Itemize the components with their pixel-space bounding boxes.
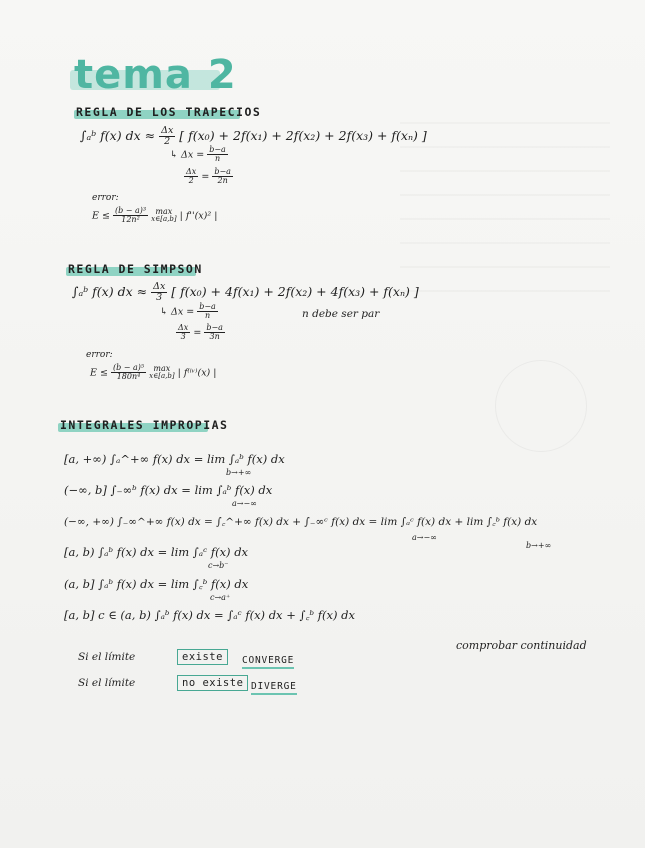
trapecios-half: [184, 168, 233, 186]
fraction: [204, 324, 225, 342]
trapecios-dx: [170, 146, 228, 164]
den: 3n: [209, 332, 220, 342]
num: Δx: [161, 125, 174, 136]
num: Δx: [153, 281, 166, 292]
improper-row: (−∞, +∞) ∫₋∞^+∞ f(x) dx = ∫꜀^+∞ f(x) dx + ∫₋∞ᶜ f(x) dx = lim ∫ₐᶜ f(x) dx + lim ∫꜀ᵇ f(x) dx: [64, 516, 538, 528]
num: b−a: [199, 302, 216, 311]
simpson-dx: [160, 303, 218, 321]
improper-row: [a, +∞) ∫ₐ^+∞ f(x) dx = lim ∫ₐᵇ f(x) dx: [64, 452, 285, 466]
den: 2n: [217, 176, 228, 186]
integral: ∫ₐᵇ f(x) dx ≈: [72, 283, 148, 299]
no-existe-box: no existe: [177, 675, 248, 691]
section-heading-simpson: REGLA DE SIMPSON: [68, 262, 203, 276]
den: 3: [180, 332, 186, 342]
num: Δx: [186, 167, 197, 176]
fraction: [197, 303, 218, 321]
condition-lead: Si el límite: [78, 677, 136, 689]
fraction: [151, 282, 167, 303]
den: 180n⁴: [116, 372, 141, 382]
num: b−a: [206, 323, 223, 332]
num: b−a: [214, 167, 231, 176]
lim-sub: c→b⁻: [208, 561, 229, 570]
dx-lead: ↳ Δx =: [160, 306, 195, 318]
simpson-note: n debe ser par: [302, 308, 380, 320]
simpson-formula: [72, 282, 419, 303]
condition-lead: Si el límite: [78, 651, 136, 663]
converge-label: CONVERGE: [242, 655, 294, 669]
num: (b − a)⁵: [112, 363, 145, 372]
num: b−a: [209, 145, 226, 154]
bracket-sum: [ f(x₀) + 4f(x₁) + 2f(x₂) + 4f(x₃) + f(xₙ) ]: [171, 283, 419, 299]
equals: =: [201, 171, 210, 183]
existe-box: existe: [177, 649, 228, 665]
err-lead: E ≤: [90, 367, 108, 379]
improper-row: (−∞, b] ∫₋∞ᵇ f(x) dx = lim ∫ₐᵇ f(x) dx: [64, 483, 273, 497]
improper-row: [a, b] c ∈ (a, b) ∫ₐᵇ f(x) dx = ∫ₐᶜ f(x) dx + ∫꜀ᵇ f(x) dx: [64, 608, 355, 622]
max: max: [155, 207, 173, 217]
dx-lead: ↳ Δx =: [170, 149, 205, 161]
fraction: [113, 207, 148, 225]
error-label: error:: [86, 350, 113, 360]
improper-row: [a, b) ∫ₐᵇ f(x) dx = lim ∫ₐᶜ f(x) dx: [64, 545, 249, 559]
lim-sub: a→−∞: [412, 533, 437, 542]
den: 12n²: [121, 215, 140, 225]
fraction: [159, 126, 175, 147]
error-label: error:: [92, 193, 119, 203]
continuity-note: comprobar continuidad: [456, 639, 587, 652]
den: 2: [164, 135, 171, 147]
num: Δx: [178, 323, 189, 332]
section-heading-trapecios: REGLA DE LOS TRAPECIOS: [76, 105, 262, 119]
den: n: [214, 154, 221, 164]
den: 3: [156, 291, 163, 303]
improper-row: (a, b] ∫ₐᵇ f(x) dx = lim ∫꜀ᵇ f(x) dx: [64, 577, 249, 591]
integral: ∫ₐᵇ f(x) dx ≈: [80, 127, 156, 143]
err-lead: E ≤: [92, 210, 110, 222]
fraction: [184, 168, 198, 186]
bleed-through-sketch: [495, 360, 587, 452]
num: (b − a)³: [114, 206, 147, 215]
err-tail: | f⁽ⁱᵛ⁾(x) |: [177, 367, 217, 379]
lim-sub: b→+∞: [226, 468, 252, 477]
max: max: [153, 364, 171, 374]
bracket-sum: [ f(x₀) + 2f(x₁) + 2f(x₂) + 2f(x₃) + f(xₙ) ]: [179, 127, 427, 143]
den: 2: [188, 176, 194, 186]
diverge-label: DIVERGE: [251, 681, 297, 695]
page-title: tema 2: [74, 52, 237, 98]
simpson-third: [176, 324, 225, 342]
fraction: [212, 168, 233, 186]
fraction: [111, 364, 146, 382]
simpson-error: [90, 364, 217, 382]
err-tail: | f''(x)² |: [179, 210, 218, 222]
equals: =: [193, 327, 202, 339]
lim-sub: b→+∞: [526, 541, 552, 550]
fraction: [207, 146, 228, 164]
lim-sub: c→a⁺: [210, 593, 231, 602]
max-operator: [149, 365, 174, 381]
trapecios-error: [92, 207, 217, 225]
max-sub: x∈[a,b]: [149, 372, 175, 381]
bleed-through-text: [400, 100, 610, 300]
trapecios-formula: [80, 126, 427, 147]
fraction: [176, 324, 190, 342]
max-operator: [151, 208, 176, 224]
section-heading-impropias: INTEGRALES IMPROPIAS: [60, 418, 229, 432]
max-sub: x∈[a,b]: [151, 215, 177, 224]
den: n: [204, 311, 211, 321]
lim-sub: a→−∞: [232, 499, 257, 508]
